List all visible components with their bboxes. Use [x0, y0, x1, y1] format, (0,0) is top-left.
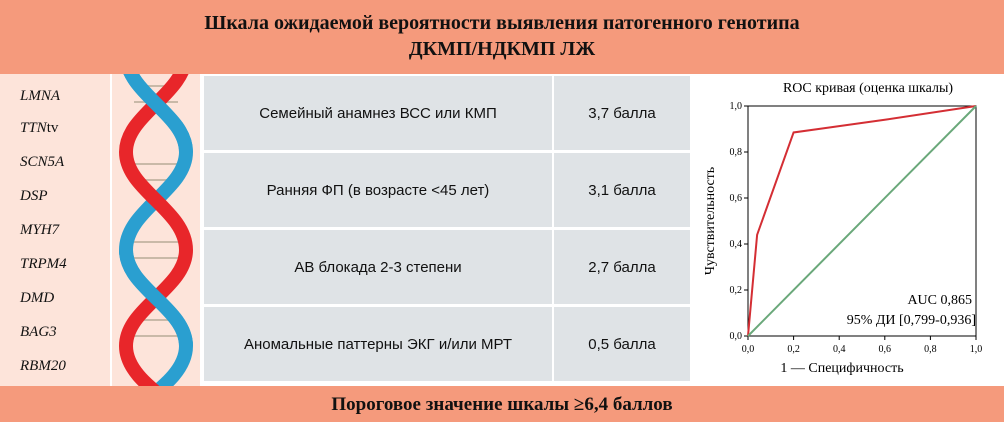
y-tick-label: 0,2 — [729, 285, 742, 296]
x-tick-label: 1,0 — [969, 344, 983, 355]
x-tick-label: 0,0 — [741, 344, 755, 355]
criterion-points: 3,7 балла — [554, 76, 690, 150]
chart-title: ROC кривая (оценка шкалы) — [782, 81, 954, 96]
title-line-2: ДКМП/НДКМП ЛЖ — [408, 38, 596, 60]
title-line-1: Шкала ожидаемой вероятности выявления патогенного генотипа — [204, 12, 800, 34]
criterion-points: 0,5 балла — [554, 307, 690, 381]
content-area — [0, 74, 1004, 386]
gene-item: DSP — [20, 188, 48, 204]
gene-item: LMNA — [20, 88, 61, 104]
x-tick-label: 0,8 — [924, 344, 937, 355]
score-table — [202, 74, 692, 386]
auc-annotation: AUC 0,865 — [907, 293, 972, 308]
y-tick-label: 0,6 — [729, 193, 742, 204]
gene-item: RBM20 — [20, 358, 66, 374]
y-axis-label: Чувствительность — [703, 166, 718, 276]
table-row — [202, 230, 692, 304]
criterion-label: Ранняя ФП (в возрасте <45 лет) — [204, 153, 552, 227]
table-row — [202, 153, 692, 227]
gene-item: TTNtv — [20, 120, 59, 136]
roc-chart-svg — [694, 74, 1002, 386]
x-axis-label: 1 — Специфичность — [780, 361, 904, 376]
dna-helix-illustration — [112, 74, 200, 386]
criterion-label: АВ блокада 2-3 степени — [204, 230, 552, 304]
ci-annotation: 95% ДИ [0,799-0,936] — [846, 313, 976, 328]
gene-item: MYH7 — [20, 222, 60, 238]
y-tick-label: 1,0 — [729, 101, 742, 112]
criterion-points: 2,7 балла — [554, 230, 690, 304]
criterion-points: 3,1 балла — [554, 153, 690, 227]
x-tick-label: 0,2 — [787, 344, 800, 355]
criterion-label: Семейный анамнез ВСС или КМП — [204, 76, 552, 150]
threshold-footer: Пороговое значение шкалы ≥6,4 баллов — [331, 394, 673, 415]
x-tick-label: 0,4 — [832, 344, 846, 355]
y-tick-label: 0,4 — [729, 239, 742, 250]
gene-list — [0, 74, 110, 386]
gene-item: DMD — [20, 290, 55, 306]
dna-helix-icon — [112, 74, 200, 386]
y-tick-label: 0,0 — [729, 331, 742, 342]
y-tick-label: 0,8 — [729, 147, 742, 158]
header-banner — [0, 0, 1004, 72]
gene-item: TRPM4 — [20, 256, 67, 272]
x-tick-label: 0,6 — [878, 344, 892, 355]
criterion-label: Аномальные паттерны ЭКГ и/или МРТ — [204, 307, 552, 381]
gene-item: SCN5A — [20, 154, 65, 170]
table-row — [202, 307, 692, 381]
gene-item: BAG3 — [20, 324, 57, 340]
roc-chart — [694, 74, 1002, 386]
table-row — [202, 76, 692, 150]
